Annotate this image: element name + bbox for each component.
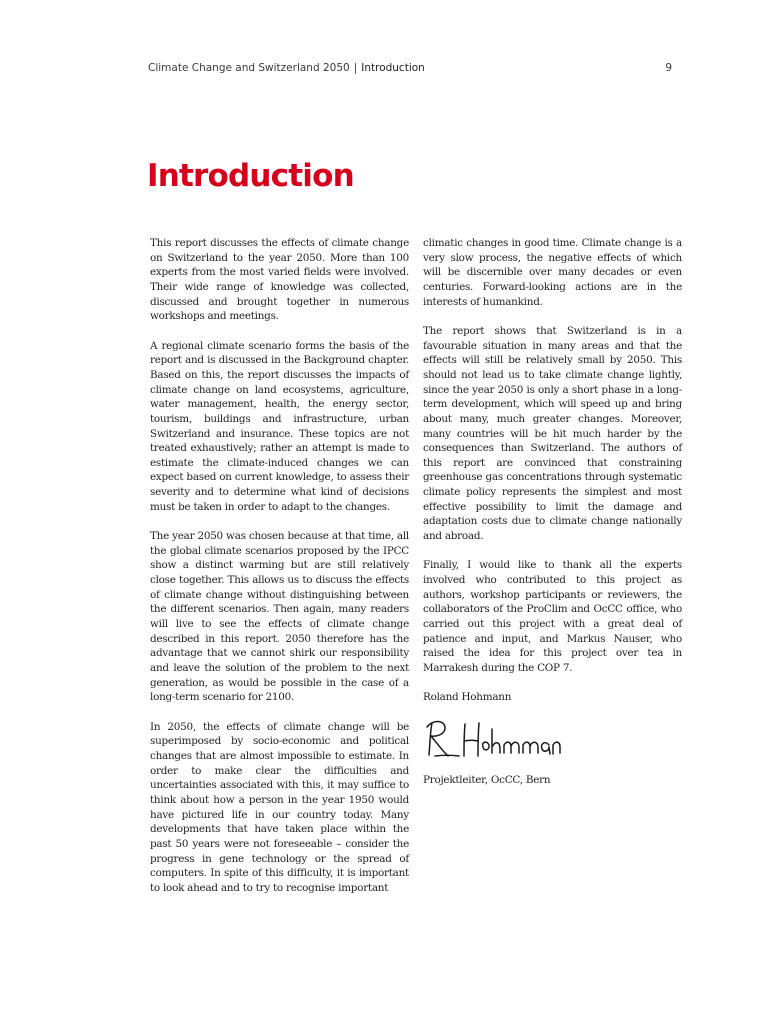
paragraph: climatic changes in good time. Climate change is a very slow process, the negative effects of which will be discernible over many decades or even centuries. Forward-looking actions are in the interests of humankind. xyxy=(423,237,682,308)
page-title: Introduction xyxy=(147,158,354,194)
paragraph: In 2050, the effects of climate change will be superimposed by socio-economic and political changes that are almost impossible to estimate. In order to make clear the difficulties and uncertainties associated with this, it may suffice to think about how a person in the year 1950 would have pictured life in our country today. Many developments that have taken place within the past 50 years were not foreseeable – consider the progress in gene technology or the spread of computers. In spite of this difficulty, it is important to look ahead and to try to recognise important xyxy=(150,720,409,894)
handwritten-signature xyxy=(421,715,561,763)
paragraph: This report discusses the effects of climate change on Switzerland to the year 2050. More than 100 experts from the most varied fields were involved. Their wide range of knowledge was collected, discussed and brought together in numerous workshops and meetings. xyxy=(150,237,409,323)
header-separator: | xyxy=(353,62,358,74)
paragraph: The report shows that Switzerland is in a favourable situation in many areas and that the effects will still be relatively small by 2050. This should not lead us to take climate change lightly, since the year 2050 is only a short phase in a long-term development, which will speed up and bring about many, much greater changes. Moreover, many countries will be hit much harder by the consequences than Switzerland. The authors of this report are convinced that constraining greenhouse gas concentrations through systematic climate policy represents the simplest and most effective possibility to limit the damage and adaptation costs due to climate change nationally and abroad. xyxy=(423,324,682,543)
author-role: Projektleiter, OcCC, Bern xyxy=(423,773,551,786)
left-column xyxy=(150,236,409,895)
running-header xyxy=(148,62,672,78)
author-name: Roland Hohmann xyxy=(423,691,512,704)
header-section: Introduction xyxy=(361,62,425,74)
page-number: 9 xyxy=(665,62,672,74)
right-column xyxy=(423,236,682,788)
paragraph: A regional climate scenario forms the basis of the report and is discussed in the Background chapter. Based on this, the report discusses the impacts of climate change on land ecosystems, agriculture, water management, health, the energy sector, tourism, buildings and infrastructure, urban Switzerland and insurance. These topics are not treated exhaustively; rather an attempt is made to estimate the climate-induced changes we can expect based on current knowledge, to assess their severity and to determine what kind of decisions must be taken in order to adapt to the changes. xyxy=(150,339,409,513)
paragraph: Finally, I would like to thank all the experts involved who contributed to this project as authors, workshop participants or reviewers, the collaborators of the ProClim and OcCC office, who carried out this project with a great deal of patience and input, and Markus Nauser, who raised the idea for this project over tea in Marrakesh during the COP 7. xyxy=(423,559,682,674)
paragraph: The year 2050 was chosen because at that time, all the global climate scenarios proposed by the IPCC show a distinct warming but are still relatively close together. This allows us to discuss the effects of climate change without distinguishing between the different scenarios. Then again, many readers will live to see the effects of climate change described in this report. 2050 therefore has the advantage that we cannot shirk our responsibility and leave the solution of the problem to the next generation, as would be possible in the case of a long-term scenario for 2100. xyxy=(150,530,409,704)
publication-title: Climate Change and Switzerland 2050 xyxy=(148,62,350,74)
